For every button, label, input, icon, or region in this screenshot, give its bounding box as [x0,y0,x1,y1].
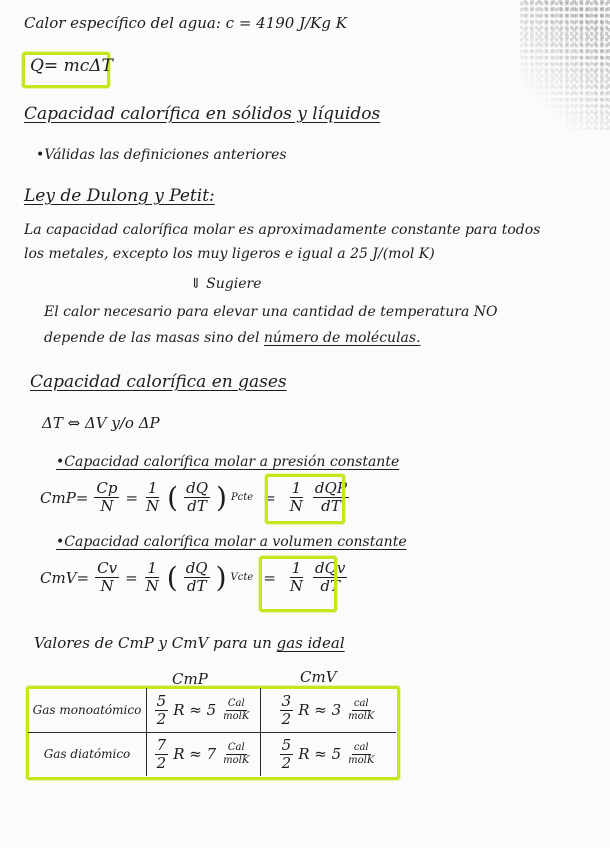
values-line: Valores de CmP y CmV para un [34,634,272,652]
mono-cmv-cell: $\frac{3}{2}$ R ≈ 3 $\frac{\text{cal}}{\text{molK}}$ [281,691,375,728]
cmp-boxed-result: $\frac{1}{N}$ $\frac{\text{dQP}}{dT}$ [289,479,347,515]
cmv-lhs: CmV= [40,568,90,587]
molecule-number-phrase: número de moléculas. [263,330,421,346]
solids-bullet: •Válidas las definiciones anteriores [36,147,287,163]
row-label: Gas diatómico [43,747,131,761]
dq-over-dt-v: $\frac{dQ}{dT}$ [185,559,208,595]
cmp-formula: CmP= $\frac{Cp}{N}$ = $\frac{1}{N}$ ( $\frac{dQ}{dT}$ ) Pcte = $\frac{1}{N}$ $\frac{\text{dQP}}{dT}$ [40,478,357,517]
table-row [28,732,396,776]
vcte-subscript: Vcte [230,572,254,583]
suggests-label: ⇓ Sugiere [190,276,262,292]
pcte-subscript: Pcte [230,492,254,503]
paper-texture-corner [520,0,610,130]
one-over-n: $\frac{1}{N}$ [146,479,160,515]
table-header-cmp: CmP [172,670,208,688]
mono-cmp-cell: $\frac{5}{2}$ R ≈ 5 $\frac{\text{Cal}}{\text{molK}}$ [156,691,250,728]
section-solids-title: Capacidad calorífica en sólidos y líquidos [24,104,381,124]
dulong-petit-title: Ley de Dulong y Petit: [24,186,215,206]
cmv-boxed-result: $\frac{1}{N}$ $\frac{\text{dQv}}{dT}$ [289,559,346,595]
table-row [28,688,396,732]
conclusion-line2: depende de las masas sino del [44,330,260,346]
conclusion-line1: El calor necesario para elevar una cantidad de temperatura NO [44,304,498,320]
specific-heat-line: Calor específico del agua: c = 4190 J/Kg K [24,14,347,32]
row-label: Gas monoatómico [32,703,142,717]
values-table [28,688,396,776]
cv-over-n: $\frac{Cv}{N}$ [97,559,118,595]
one-over-n-v: $\frac{1}{N}$ [145,559,159,595]
dulong-petit-line2: los metales, excepto los muy ligeros e igual a 25 J/(mol K) [24,246,435,262]
di-cmp-cell: $\frac{7}{2}$ R ≈ 7 $\frac{\text{Cal}}{\text{molK}}$ [156,735,250,772]
heat-formula: Q= mcΔT [30,56,113,76]
ideal-gas-phrase: gas ideal [276,634,345,652]
bullet-constant-pressure: •Capacidad calorífica molar a presión constante [56,454,400,470]
table-header-cmv: CmV [300,668,337,686]
di-cmv-cell: $\frac{5}{2}$ R ≈ 5 $\frac{\text{cal}}{\text{molK}}$ [281,735,375,772]
section-gases-title: Capacidad calorífica en gases [30,372,287,392]
bullet-constant-volume: •Capacidad calorífica molar a volumen constante [56,534,407,550]
cp-over-n: $\frac{Cp}{N}$ [96,479,118,515]
dulong-petit-line1: La capacidad calorífica molar es aproximadamente constante para todos [24,222,541,238]
cmv-formula: CmV= $\frac{Cv}{N}$ = $\frac{1}{N}$ ( $\frac{dQ}{dT}$ ) Vcte = $\frac{1}{N}$ $\frac{\text{dQv}}{dT}$ [40,558,355,597]
dq-over-dt: $\frac{dQ}{dT}$ [186,479,209,515]
cmp-lhs: CmP= [40,488,89,507]
gas-relation: ΔT ⇔ ΔV y/o ΔP [42,414,160,432]
